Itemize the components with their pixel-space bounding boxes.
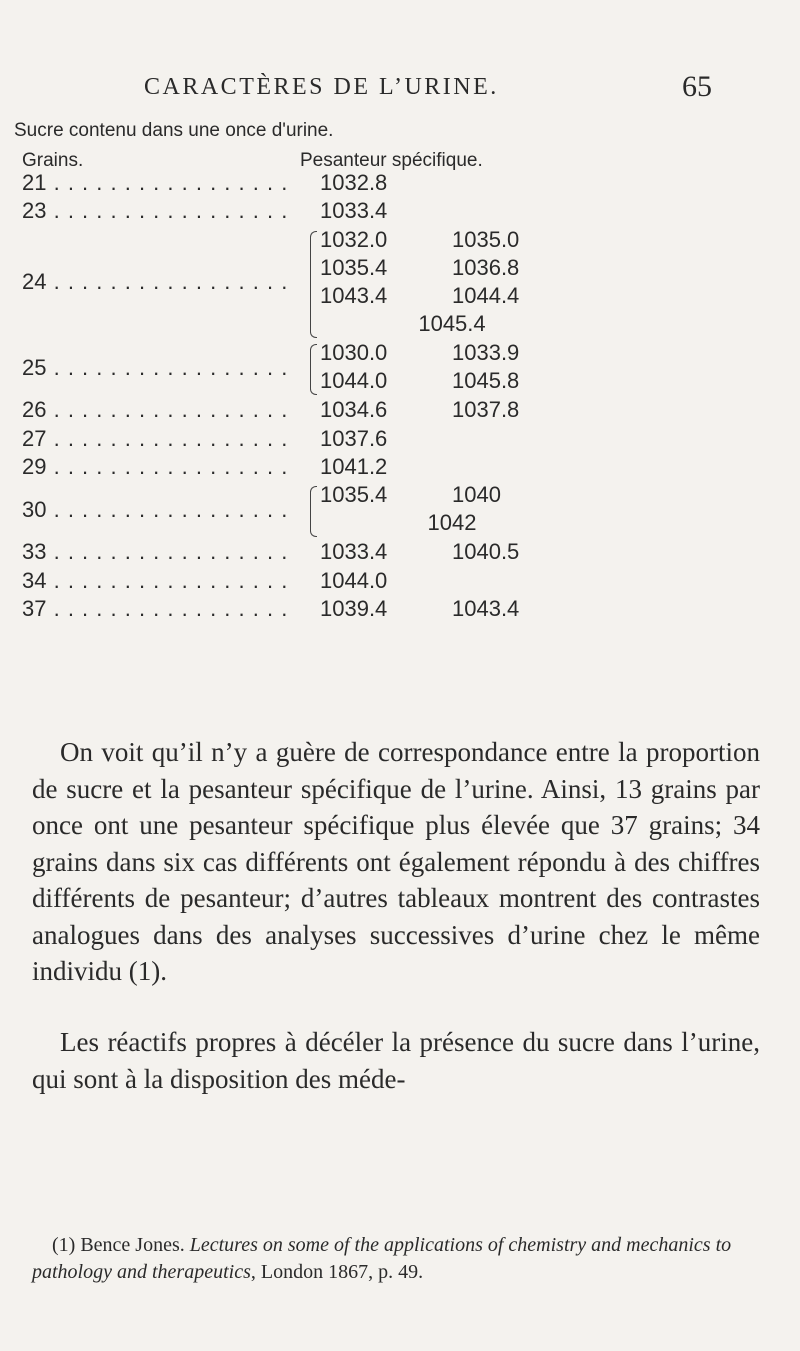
density-cell bbox=[320, 397, 584, 425]
density-value: 1037.8 bbox=[452, 397, 520, 423]
density-value: 1030.0 bbox=[320, 340, 388, 366]
density-line bbox=[320, 482, 584, 510]
table-row bbox=[22, 198, 642, 226]
table-row bbox=[22, 482, 642, 539]
table-row bbox=[22, 397, 642, 425]
grains-value: 30 bbox=[22, 496, 47, 522]
density-line bbox=[320, 454, 452, 482]
density-cell bbox=[320, 568, 452, 596]
density-line bbox=[320, 283, 584, 311]
density-line bbox=[320, 539, 584, 567]
column-header-density: Pesanteur spécifique. bbox=[300, 150, 483, 171]
density-cell bbox=[320, 482, 584, 538]
grains-cell bbox=[22, 269, 292, 295]
footnote-title: Lectures on some of the applications of chemistry and mechanics to pathology and therapeutics bbox=[32, 1234, 732, 1283]
density-value: 1044.0 bbox=[320, 567, 388, 593]
density-value: 1041.2 bbox=[320, 454, 388, 479]
brace-mark bbox=[310, 231, 317, 339]
grains-cell bbox=[22, 596, 292, 622]
density-value: 1040.5 bbox=[452, 539, 520, 565]
density-cell bbox=[320, 539, 584, 567]
density-value: 1045.4 bbox=[418, 310, 486, 336]
density-value: 1043.4 bbox=[452, 596, 520, 621]
density-value: 1033.4 bbox=[320, 198, 388, 224]
density-line bbox=[320, 255, 584, 283]
grains-value: 37 bbox=[22, 596, 47, 621]
density-line bbox=[320, 568, 452, 596]
density-value: 1040 bbox=[452, 482, 501, 508]
footnote-marker: (1) bbox=[52, 1234, 76, 1256]
grains-cell bbox=[22, 170, 292, 196]
grains-cell bbox=[22, 355, 292, 381]
grains-cell bbox=[22, 198, 292, 224]
grains-cell bbox=[22, 397, 292, 423]
density-line bbox=[320, 227, 584, 255]
density-cell bbox=[320, 170, 452, 198]
table-intro: Sucre contenu dans une once d'urine. bbox=[14, 120, 334, 141]
table-row bbox=[22, 227, 642, 341]
body-paragraph: On voit qu’il n’y a guère de correspondance entre la proportion de sucre et la pesanteur spécifique de l’urine. Ainsi, 13 grains par once ont une pesanteur spécifique plus élevée que 37 grains; 34 grains dans six cas différents ont également répondu à des chiffres différents de pesanteur; d’autres tableaux montrent des contrastes analogues dans des analyses successives d’urine chez le même individu (1). bbox=[32, 737, 760, 986]
grains-cell bbox=[22, 568, 292, 594]
density-line bbox=[320, 340, 584, 368]
footnote bbox=[32, 1232, 772, 1286]
density-value: 1042 bbox=[427, 510, 477, 536]
running-title: CARACTÈRES DE L’URINE. bbox=[144, 74, 499, 100]
density-value: 1033.4 bbox=[320, 539, 388, 565]
column-header-grains: Grains. bbox=[22, 150, 84, 171]
density-line bbox=[320, 311, 584, 339]
table-row bbox=[22, 454, 642, 482]
grains-value: 33 bbox=[22, 539, 47, 565]
grains-value: 29 bbox=[22, 454, 47, 479]
grains-cell bbox=[22, 454, 292, 480]
page-number: 65 bbox=[682, 70, 712, 103]
density-value: 1039.4 bbox=[320, 596, 388, 621]
density-cell bbox=[320, 426, 452, 454]
grains-value: 23 bbox=[22, 198, 47, 224]
grains-value: 24 bbox=[22, 269, 47, 295]
density-line bbox=[320, 170, 452, 198]
density-value: 1032.0 bbox=[320, 226, 388, 252]
table-row bbox=[22, 426, 642, 454]
density-value: 1044.4 bbox=[452, 282, 520, 308]
grains-value: 34 bbox=[22, 567, 47, 593]
density-value: 1035.4 bbox=[320, 254, 388, 280]
density-value: 1034.6 bbox=[320, 397, 388, 423]
density-value: 1035.0 bbox=[452, 226, 520, 252]
grains-value: 27 bbox=[22, 425, 47, 451]
density-line bbox=[320, 596, 584, 624]
density-value: 1037.6 bbox=[320, 425, 388, 451]
grains-cell bbox=[22, 539, 292, 565]
density-cell bbox=[320, 454, 452, 482]
density-value: 1043.4 bbox=[320, 282, 388, 308]
table-row bbox=[22, 170, 642, 198]
grains-cell bbox=[22, 497, 292, 523]
grains-cell bbox=[22, 426, 292, 452]
density-value: 1033.9 bbox=[452, 340, 520, 366]
density-line bbox=[320, 397, 584, 425]
table-row bbox=[22, 596, 642, 624]
table-row bbox=[22, 340, 642, 397]
brace-mark bbox=[310, 344, 317, 395]
grains-value: 26 bbox=[22, 397, 47, 423]
density-cell bbox=[320, 340, 584, 396]
density-value: 1035.4 bbox=[320, 482, 388, 508]
page-header bbox=[140, 70, 712, 114]
density-line bbox=[320, 198, 452, 226]
density-cell bbox=[320, 227, 584, 339]
grains-value: 21 bbox=[22, 170, 47, 195]
density-value: 1044.0 bbox=[320, 368, 388, 394]
density-value: 1045.8 bbox=[452, 368, 520, 394]
table-row bbox=[22, 539, 642, 567]
density-value: 1036.8 bbox=[452, 254, 520, 280]
density-cell bbox=[320, 198, 452, 226]
density-line bbox=[320, 510, 584, 538]
table-row bbox=[22, 568, 642, 596]
density-line bbox=[320, 368, 584, 396]
brace-mark bbox=[310, 486, 317, 537]
density-value: 1032.8 bbox=[320, 170, 388, 195]
grains-value: 25 bbox=[22, 354, 47, 380]
footnote-author: Bence Jones. bbox=[80, 1234, 185, 1256]
density-line bbox=[320, 426, 452, 454]
body-paragraph: Les réactifs propres à décéler la présence du sucre dans l’urine, qui sont à la disposition des méde- bbox=[32, 1027, 760, 1094]
density-cell bbox=[320, 596, 584, 624]
footnote-details: , London 1867, p. 49. bbox=[250, 1261, 424, 1283]
